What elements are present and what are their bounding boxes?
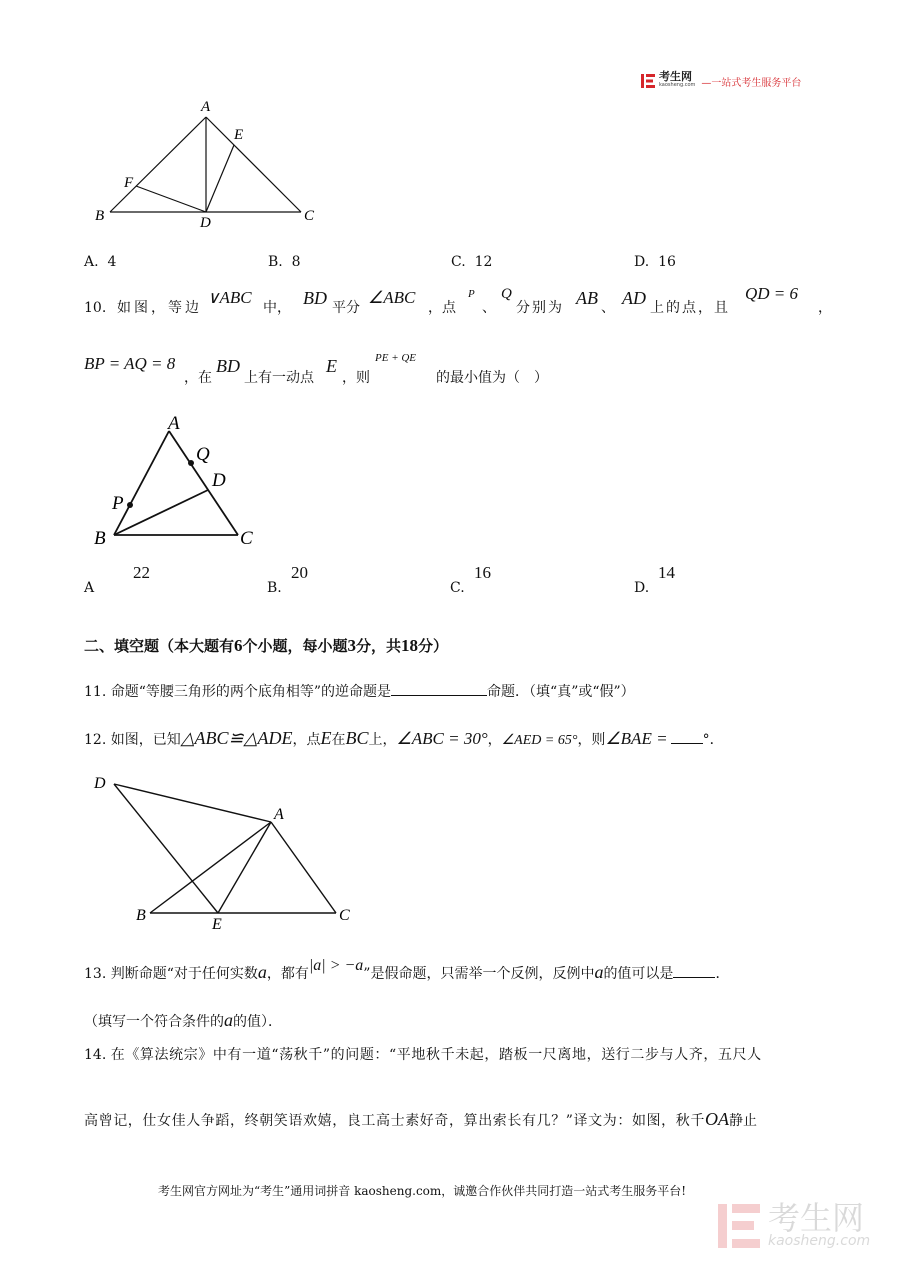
q12-number: 12.: [84, 732, 107, 748]
q10-text-3: 平分: [332, 300, 360, 316]
q13-math-a-3: a: [224, 1010, 233, 1030]
q10-math-p: P: [468, 288, 475, 300]
q10-text-4: ，点: [428, 300, 456, 316]
q9-side-ab: [110, 117, 206, 212]
q12-answer-blank[interactable]: [671, 743, 703, 744]
q12-label-b: B: [136, 907, 146, 924]
q13-math-a: a: [257, 962, 267, 982]
q10-text-2: 中，: [263, 300, 291, 316]
q10-option-d-value: 14: [658, 563, 675, 582]
q9-option-b: B. 8: [268, 254, 301, 270]
q12-label-c: C: [339, 907, 350, 924]
q9-label-d: D: [200, 215, 211, 231]
q10-math-pe-qe: PE + QE: [375, 352, 417, 364]
q9-label-e: E: [234, 127, 244, 143]
q10-math-bd-2: BD: [216, 356, 240, 376]
q14-line-1: 14. 在《算法统宗》中有一道“荡秋千”的问题：“平地秋千未起，踏板一尺离地，送行二步与人齐，五尺人: [84, 1047, 762, 1063]
watermark-logo-icon: [714, 1200, 764, 1252]
q12-label-a: A: [274, 806, 284, 823]
q9-segment-de: [206, 145, 234, 212]
watermark-domain: kaosheng.com: [768, 1233, 871, 1249]
q12-figure: [88, 768, 368, 938]
q10-math-qd: QD = 6: [745, 284, 799, 303]
q13-math-inequality: |a| > −a: [308, 957, 364, 974]
q9-option-a: A. 4: [84, 254, 117, 270]
q13-line-2: （填写一个符合条件的a的值）．: [84, 1010, 282, 1030]
q9-option-d: D. 16: [634, 254, 676, 270]
q12-math-e: E: [320, 728, 332, 748]
q11-text-1: 命题“等腰三角形的两个底角相等”的逆命题是: [110, 684, 392, 700]
q9-figure: [88, 95, 328, 235]
q10-option-a-value: 22: [133, 563, 150, 582]
q14-line-2: 高曾记，仕女佳人争蹈，终朝笑语欢嬉，良工高士素好奇，算出索长有几？”译文为：如图，秋千OA静止: [84, 1109, 757, 1129]
q12-segment-da: [114, 784, 271, 822]
q12-text-1: 如图，已知: [110, 732, 181, 748]
q11-text-2: 命题．（填“真”或“假”）: [487, 684, 635, 700]
q12-label-d: D: [94, 775, 106, 792]
q12-segment-de: [114, 784, 218, 913]
q10-option-b-value: 20: [291, 563, 308, 582]
q9-label-a: A: [201, 99, 211, 115]
q9-segment-df: [136, 186, 206, 212]
q12-math-angle-aed: ∠AED = 65°: [501, 733, 578, 748]
q9-label-f: F: [124, 175, 134, 191]
q9-label-c: C: [304, 208, 315, 224]
q12-label-e: E: [212, 916, 222, 933]
q12-segment-ae: [218, 822, 271, 913]
q12-math-angle-abc: ∠ABC = 30°: [396, 729, 488, 748]
footer-text: 考生网官方网址为“考生”通用词拼音 kaosheng.com，诚邀合作伙伴共同打造一站式考生服务平台!: [158, 1184, 687, 1198]
q12-math-angle-bae: ∠BAE =: [605, 729, 668, 748]
q10-label-b: B: [94, 528, 106, 549]
q10-math-bd: BD: [303, 288, 327, 308]
q10-math-q: Q: [501, 286, 512, 302]
q10-label-a: A: [168, 413, 180, 434]
q10-text-8: 上的点，且: [650, 300, 730, 316]
q10-label-p: P: [112, 493, 124, 514]
q10-text-12: ，则: [342, 370, 370, 386]
q13: 13. 判断命题“对于任何实数a，都有|a| > −a”是假命题，只需举一个反例，反例中a的值可以是 ．: [84, 957, 730, 982]
q14-number: 14.: [84, 1047, 107, 1063]
q10-text-9: ，: [818, 300, 832, 316]
section-2-heading: 二、填空题（本大题有6个小题，每小题3分，共18分）: [84, 636, 449, 655]
q10-label-d: D: [212, 470, 226, 491]
logo-domain: kaosheng.com: [659, 82, 696, 88]
q10-text-10: ，在: [184, 370, 212, 386]
q9-label-b: B: [95, 208, 105, 224]
q10-label-q: Q: [196, 444, 210, 465]
header-logo: 考生网 kaosheng.com —一站式考生服务平台: [640, 72, 801, 90]
q10-segment-bd: [114, 490, 208, 535]
q10-math-ad: AD: [622, 288, 646, 308]
q10-number: 10.: [84, 300, 107, 316]
q11-number: 11.: [84, 684, 107, 700]
q9-option-c: C. 12: [451, 254, 493, 270]
q13-number: 13.: [84, 966, 107, 982]
kaosheng-logo-icon: [640, 73, 656, 89]
q13-math-a-2: a: [594, 962, 604, 982]
q12-segment-ac: [271, 822, 336, 913]
q10-text-13: 的最小值为（ ）: [436, 370, 548, 386]
q10-math-angle-abc: ∠ABC: [368, 288, 416, 307]
q10-figure: [84, 405, 284, 555]
q10-text-1: 如图，等边: [117, 300, 202, 316]
q10-math-ab: AB: [576, 288, 598, 308]
q10-option-d-label: D.: [634, 580, 650, 596]
q12-segment-ab: [150, 822, 271, 913]
q14-math-oa: OA: [704, 1109, 729, 1129]
q10-text-11: 上有一动点: [244, 370, 314, 386]
q10-option-c-label: C.: [450, 580, 465, 596]
q12: 12. 如图，已知△ABC≌△ADE，点E在BC上，∠ABC = 30°，∠AED = 65°，则∠BAE = °．: [84, 728, 724, 748]
q10-option-a-label: A: [84, 580, 95, 596]
q9-side-ac: [206, 117, 301, 212]
q10-text-7: 、: [601, 300, 615, 316]
q11-answer-blank[interactable]: [391, 695, 487, 696]
q13-answer-blank[interactable]: [673, 977, 715, 978]
q10-math-e: E: [326, 356, 337, 376]
q10-side-ab: [114, 431, 169, 535]
q10-math-bp-aq: BP = AQ = 8: [84, 354, 176, 373]
q12-math-bc: BC: [345, 728, 369, 748]
watermark-name: 考生网: [768, 1199, 865, 1237]
logo-slogan: 一站式考生服务平台: [711, 77, 802, 89]
q10-option-c-value: 16: [474, 563, 491, 582]
q10-point-p: [127, 502, 133, 508]
q12-math-congruent: △ABC≌△ADE: [180, 728, 293, 748]
q10-label-c: C: [240, 528, 253, 549]
q10-text-5: 、: [482, 300, 496, 316]
logo-name: 考生网: [659, 70, 692, 83]
q10-point-q: [188, 460, 194, 466]
watermark-logo: [714, 1200, 870, 1252]
q10-math-triangle: ∨ABC: [207, 288, 252, 307]
q10-option-b-label: B.: [267, 580, 282, 596]
q11: [84, 682, 635, 702]
q10-text-6: 分别为: [516, 300, 564, 316]
